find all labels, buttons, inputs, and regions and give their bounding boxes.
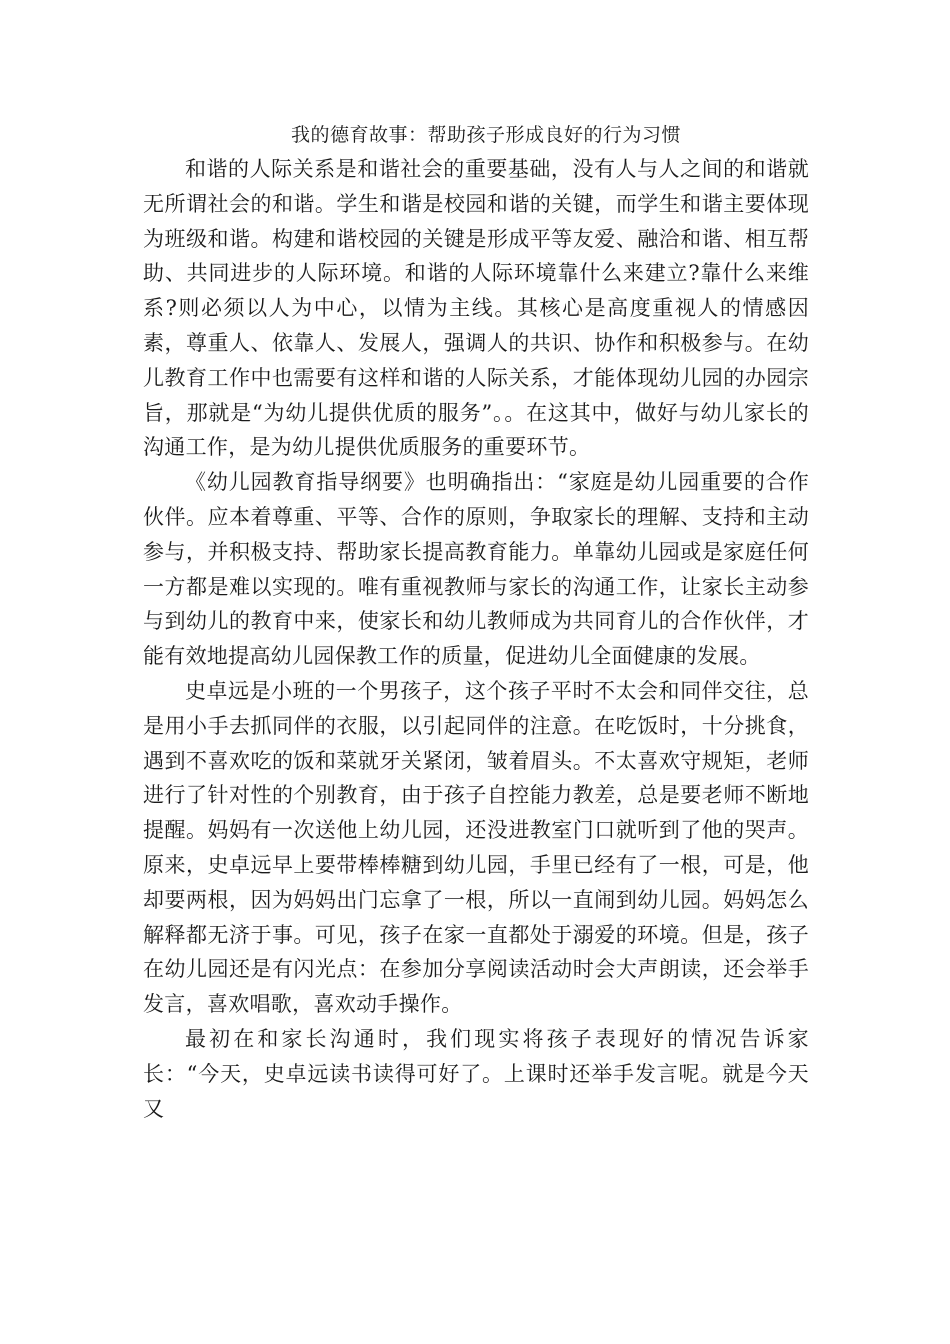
document-page (143, 118, 809, 1126)
paragraph-2: 《幼儿园教育指导纲要》也明确指出：“家庭是幼儿园重要的合作伙伴。应本着尊重、平等、合作的原则，争取家长的理解、支持和主动参与，并积极支持、帮助家长提高教育能力。单靠幼儿园或是家庭任何一方都是难以实现的。唯有重视教师与家长的沟通工作，让家长主动参与到幼儿的教育中来，使家长和幼儿教师成为共同育儿的合作伙伴，才能有效地提高幼儿园保教工作的质量，促进幼儿全面健康的发展。 (143, 470, 809, 669)
paragraph-1: 和谐的人际关系是和谐社会的重要基础，没有人与人之间的和谐就无所谓社会的和谐。学生和谐是校园和谐的关键，而学生和谐主要体现为班级和谐。构建和谐校园的关键是形成平等友爱、融洽和谐、相互帮助、共同进步的人际环境。和谐的人际环境靠什么来建立?靠什么来维系?则必须以人为中心，以情为主线。其核心是高度重视人的情感因素，尊重人、依靠人、发展人，强调人的共识、协作和积极参与。在幼儿教育工作中也需要有这样和谐的人际关系，才能体现幼儿园的办园宗旨，那就是“为幼儿提供优质的服务”。。在这其中，做好与幼儿家长的沟通工作，是为幼儿提供优质服务的重要环节。 (143, 157, 809, 460)
paragraph-4: 最初在和家长沟通时，我们现实将孩子表现好的情况告诉家长：“今天，史卓远读书读得可好了。上课时还举手发言呢。就是今天又 (143, 1026, 809, 1121)
document-title: 我的德育故事：帮助孩子形成良好的行为习惯 (290, 124, 681, 146)
paragraph-3: 史卓远是小班的一个男孩子，这个孩子平时不太会和同伴交往，总是用小手去抓同伴的衣服，以引起同伴的注意。在吃饭时，十分挑食，遇到不喜欢吃的饭和菜就牙关紧闭，皱着眉头。不太喜欢守规矩，老师进行了针对性的个别教育，由于孩子自控能力教差，总是要老师不断地提醒。妈妈有一次送他上幼儿园，还没进教室门口就听到了他的哭声。原来，史卓远早上要带棒棒糖到幼儿园，手里已经有了一根，可是，他却要两根，因为妈妈出门忘拿了一根，所以一直闹到幼儿园。妈妈怎么解释都无济于事。可见，孩子在家一直都处于溺爱的环境。但是，孩子在幼儿园还是有闪光点：在参加分享阅读活动时会大声朗读，还会举手发言，喜欢唱歌，喜欢动手操作。 (143, 678, 809, 1017)
